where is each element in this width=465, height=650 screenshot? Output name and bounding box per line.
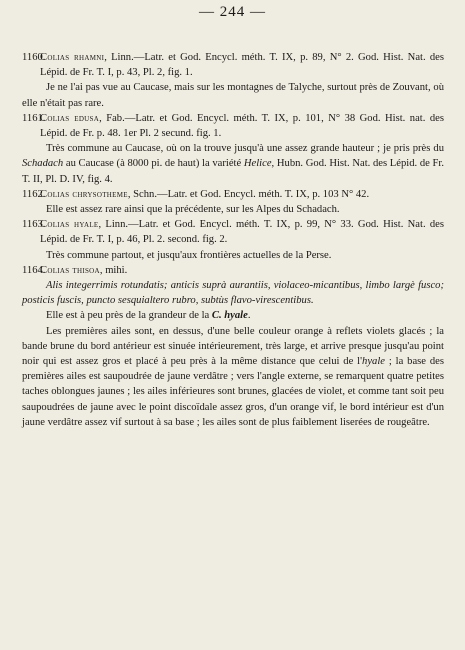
page-body: [22, 50, 444, 430]
entry-1161: [22, 111, 444, 141]
note-text: Très commune au Caucase, où on la trouve jusqu'à une assez grande hauteur ; je pris près du: [46, 143, 444, 155]
entry-1162-note: Elle est assez rare ainsi que la précédente, sur les Alpes du Schadach.: [46, 204, 340, 216]
entry-1164-size: [22, 308, 444, 323]
entry-references: , mihi.: [99, 264, 128, 276]
entry-1160: [22, 50, 444, 80]
species-name: Colias edusa: [40, 112, 100, 124]
species-reference: hyale: [362, 356, 385, 368]
entry-references: , Linn.—Latr. et God. Encycl. méth. T. IX, p. 99, N° 33. God. Hist. Nat. des Lépid. de Fr. T. I, p. 46, Pl. 2. second. fig. 2.: [40, 219, 444, 246]
place-name: Schadach: [22, 158, 64, 170]
note-text: , Hubn. God. Hist. Nat. des Lépid. de Fr. T. II, Pl. D. IV, fig. 4.: [22, 158, 444, 185]
note-text: Les premières ailes sont, en dessus, d'une belle couleur orange à reflets violets glacés ; la bande brune du bord antérieur est sinuée intérieurement, très large, et arrive presque jusqu'au point noir qui est assez gros et placé à peu près à la même distance que celui de l': [22, 325, 444, 368]
entry-number: 1161.: [22, 112, 46, 124]
entry-number: 1163.: [22, 219, 46, 231]
entry-1161-note: [22, 141, 444, 187]
note-text: Elle est à peu près de la grandeur de la: [46, 310, 212, 322]
species-name: Colias thisoa: [40, 264, 100, 276]
entry-1164-description: [22, 324, 444, 430]
species-name: Colias rhamni: [40, 52, 105, 63]
note-text: au Caucase (à 8000 pi. de haut) la variété: [63, 158, 244, 170]
entry-references: , Linn.—Latr. et God. Encycl. méth. T. IX, p. 89, N° 2. God. Hist. Nat. des Lépid. de Fr. T. I, p. 43, Pl. 2, fig. 1.: [40, 52, 444, 79]
species-reference: C. hyale: [211, 310, 248, 322]
species-name: Colias chrysotheme: [40, 188, 128, 200]
page-number: — 244 —: [199, 4, 266, 20]
entry-number: 1160.: [22, 52, 46, 63]
entry-references: , Schn.—Latr. et God. Encycl. méth. T. IX, p. 103 N° 42.: [127, 188, 370, 200]
note-text: ; la base des premières ailes est saupoudrée de jaune verdâtre ; vers l'angle externe, se remarquent quatre petites taches oblongues jaunes ; les ailes inférieures sont brunes, glacées de violet, et comme tant soit peu saupoudrées de jaune avec le point discoïdale assez gros, d'un orange vif, le bord intérieur est d'un jaune verdâtre assez vif surtout à sa base ; les ailes sont de plus faiblement liserées de rougeâtre.: [22, 356, 444, 428]
entry-1162: [22, 187, 444, 202]
entry-1164: [22, 263, 444, 278]
entry-1163: [22, 217, 444, 247]
entry-1160-note: Je ne l'ai pas vue au Caucase, mais sur les montagnes de Talyche, surtout près de Zouvant, où elle n'était pas rare.: [22, 82, 444, 109]
variety-name: Helice: [243, 158, 272, 170]
entry-references: , Fab.—Latr. et God. Encycl. méth. T. IX, p. 101, N° 38 God. Hist. nat. des Lépid. de Fr. p. 48. 1er Pl. 2 secund. fig. 1.: [40, 112, 444, 140]
species-name: Colias hyale: [40, 219, 99, 231]
entry-number: 1164.: [22, 264, 46, 276]
note-text: .: [247, 310, 251, 322]
latin-diagnosis: Alis integerrimis rotundatis; anticis suprà aurantiis, violaceo-micantibus, limbo largè fusco; posticis fuscis, puncto sesquialtero rubro, subtùs flavo-virescentibus.: [22, 280, 444, 307]
entry-number: 1162.: [22, 188, 46, 200]
entry-1163-note: Très commune partout, et jusqu'aux frontières actuelles de la Perse.: [46, 249, 332, 261]
